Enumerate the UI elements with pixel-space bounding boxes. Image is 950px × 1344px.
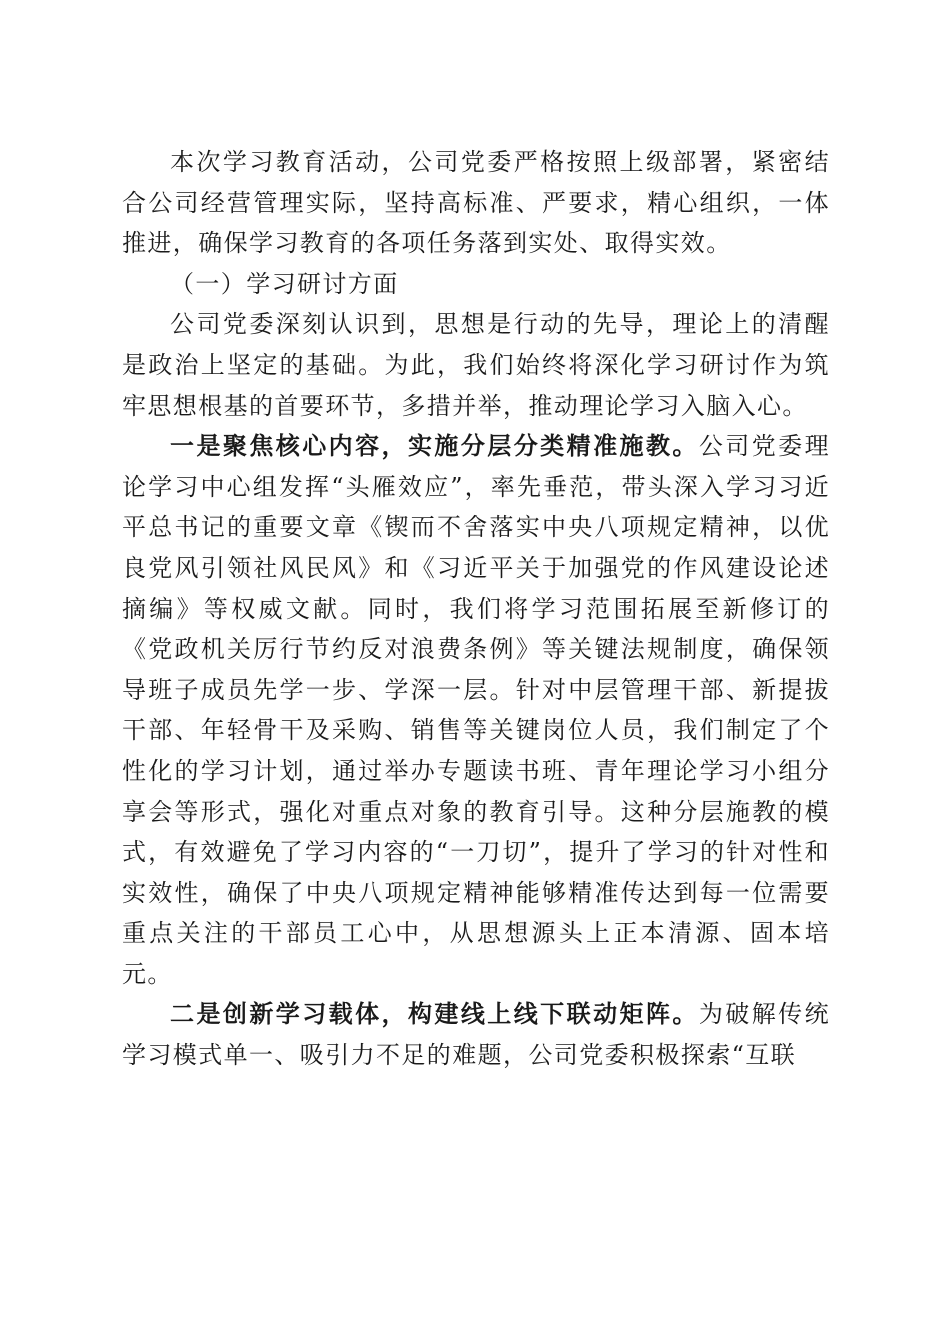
section-heading-text: （一）学习研讨方面	[170, 269, 399, 298]
paragraph-text: 公司党委深刻认识到，思想是行动的先导，理论上的清醒是政治上坚定的基础。为此，我们始终将深化学习研讨作为筑牢思想根基的首要环节，多措并举，推动理论学习入脑入心。	[122, 310, 830, 420]
document-body	[122, 142, 830, 1076]
paragraph-intro	[122, 142, 830, 264]
paragraph-text: 本次学习教育活动，公司党委严格按照上级部署，紧密结合公司经营管理实际，坚持高标准、严要求，精心组织，一体推进，确保学习教育的各项任务落到实处、取得实效。	[122, 148, 830, 258]
section-heading	[122, 264, 830, 305]
paragraph-text: 为破解传统学习模式单一、吸引力不足的难题，公司党委积极探索“互联	[122, 1000, 831, 1070]
paragraph-text: 公司党委理论学习中心组发挥“头雁效应”，率先垂范，带头深入学习习近平总书记的重要文章《锲而不舍落实中央八项规定精神，以优良党风引领社风民风》和《习近平关于加强党的作风建设论述摘编》等权威文献。同时，我们将学习范围拓展至新修订的《党政机关厉行节约反对浪费条例》等关键法规制度，确保领导班子成员先学一步、学深一层。针对中层管理干部、新提拔干部、年轻骨干及采购、销售等关键岗位人员，我们制定了个性化的学习计划，通过举办专题读书班、青年理论学习小组分享会等形式，强化对重点对象的教育引导。这种分层施教的模式，有效避免了学习内容的“一刀切”，提升了学习的针对性和实效性，确保了中央八项规定精神能够精准传达到每一位需要重点关注的干部员工心中，从思想源头上正本清源、固本培元。	[122, 432, 831, 988]
paragraph-point-one	[122, 426, 830, 994]
paragraph-study-overview	[122, 304, 830, 426]
paragraph-lead: 一是聚焦核心内容，实施分层分类精准施教。	[170, 431, 699, 461]
paragraph-point-two	[122, 994, 830, 1075]
paragraph-lead: 二是创新学习载体，构建线上线下联动矩阵。	[170, 999, 699, 1029]
